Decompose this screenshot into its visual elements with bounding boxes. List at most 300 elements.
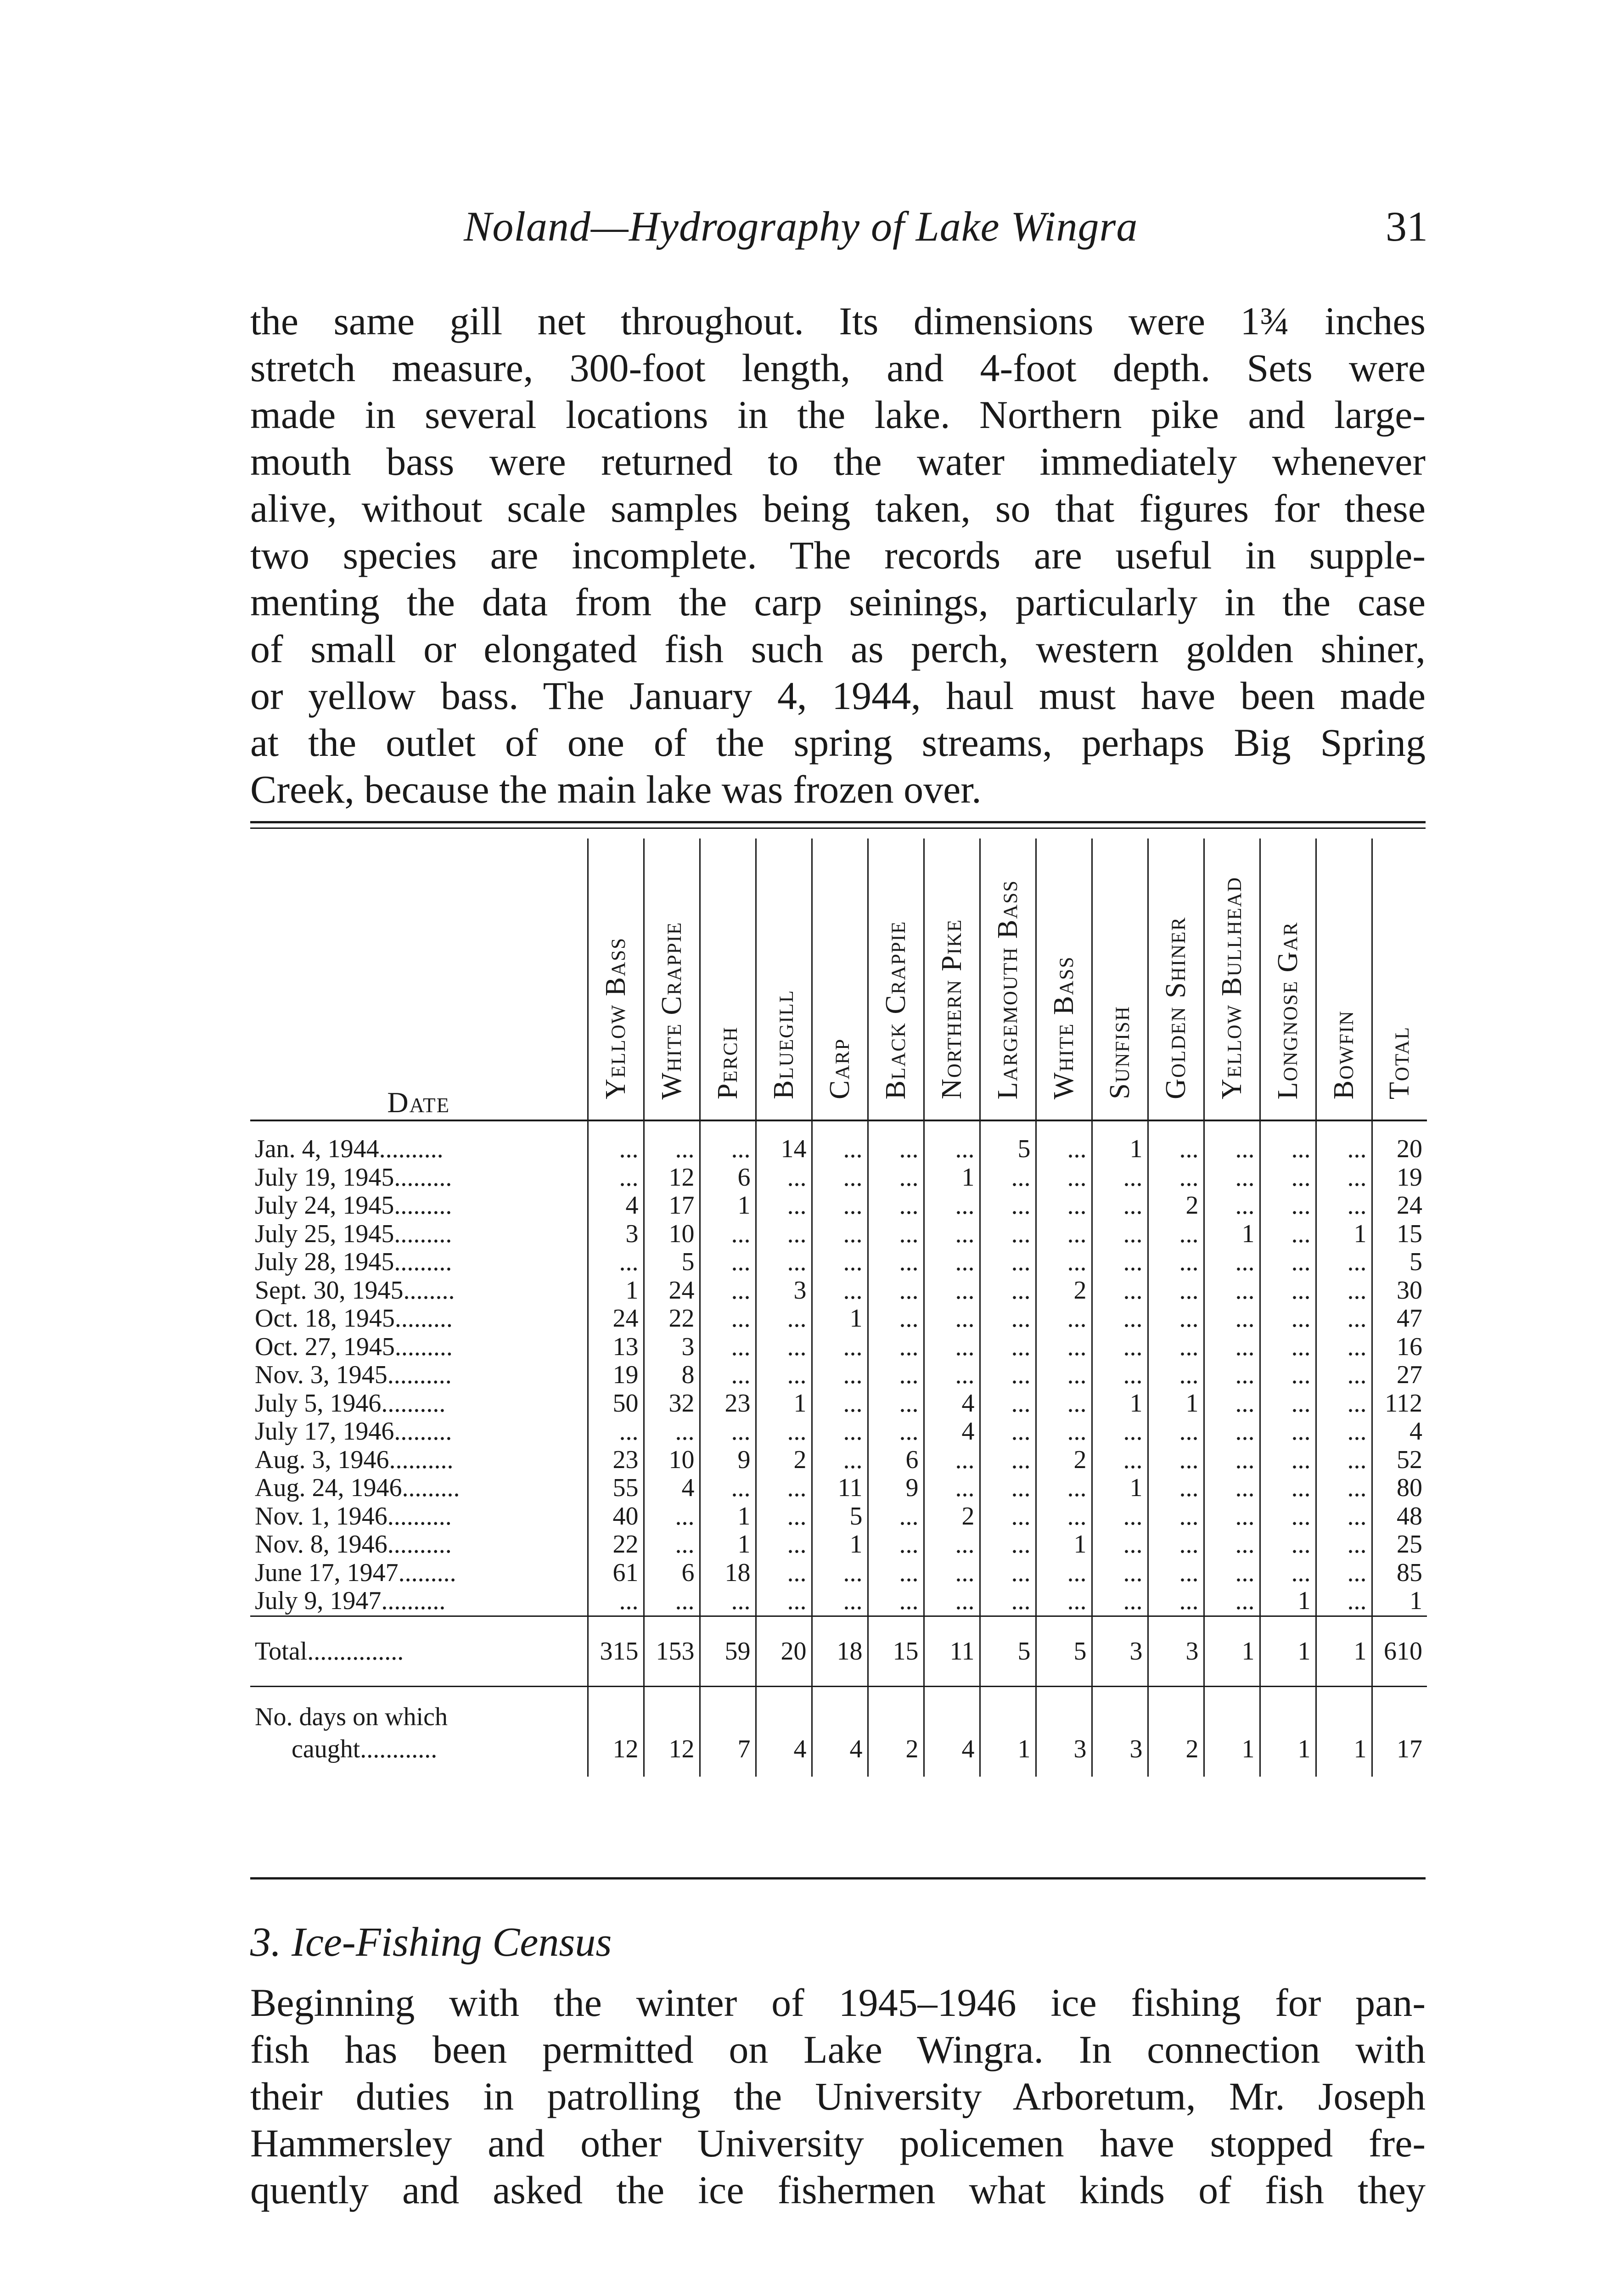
total-cell: 18 <box>812 1616 868 1686</box>
table-cell: ... <box>924 1446 980 1474</box>
table-cell: ... <box>980 1559 1036 1587</box>
table-cell: ... <box>924 1220 980 1249</box>
table-cell: ... <box>1036 1559 1092 1587</box>
table-cell: ... <box>588 1418 644 1446</box>
table-row <box>250 1587 1427 1616</box>
table-row <box>250 1120 1427 1164</box>
table-cell: ... <box>980 1333 1036 1362</box>
days-cell: 4 <box>812 1686 868 1777</box>
table-cell: ... <box>980 1361 1036 1390</box>
table-cell: 1 <box>700 1531 756 1559</box>
fish-catch-table <box>250 838 1427 1777</box>
total-cell: 610 <box>1372 1616 1427 1686</box>
table-cell: 18 <box>700 1559 756 1587</box>
table-cell: ... <box>1260 1277 1316 1305</box>
table-cell: ... <box>980 1220 1036 1249</box>
table-cell: ... <box>756 1164 812 1192</box>
table-cell: ... <box>1092 1531 1148 1559</box>
table-cell: 1 <box>924 1164 980 1192</box>
table-cell: ... <box>812 1587 868 1616</box>
table-row <box>250 1220 1427 1249</box>
table-cell: ... <box>588 1248 644 1277</box>
table-cell: ... <box>1036 1305 1092 1333</box>
paragraph-line: two species are incomplete. The records are useful in supple- <box>250 533 1426 577</box>
paragraph-line: quently and asked the ice fishermen what kinds of fish they <box>250 2168 1426 2212</box>
table-cell: ... <box>1204 1390 1260 1418</box>
table-cell: ... <box>980 1474 1036 1503</box>
table-cell: ... <box>1036 1164 1092 1192</box>
table-cell: ... <box>868 1277 924 1305</box>
column-header-label: Yellow Bullhead <box>1216 876 1247 1099</box>
table-cell: ... <box>1260 1531 1316 1559</box>
table-cell: ... <box>1148 1120 1204 1164</box>
table-cell: ... <box>812 1559 868 1587</box>
total-cell: 5 <box>1036 1616 1092 1686</box>
table-cell: 1 <box>812 1305 868 1333</box>
page-number: 31 <box>1386 203 1428 250</box>
days-caught-row <box>250 1686 1427 1777</box>
row-date: June 17, 1947......... <box>255 1558 456 1587</box>
row-date: July 17, 1946......... <box>255 1417 452 1446</box>
table-top-rule <box>250 821 1426 823</box>
table-cell: 1 <box>700 1192 756 1220</box>
table-cell: ... <box>1092 1192 1148 1220</box>
table-cell: ... <box>1316 1390 1372 1418</box>
table-cell: ... <box>924 1305 980 1333</box>
table-row <box>250 1164 1427 1192</box>
table-cell: ... <box>1036 1418 1092 1446</box>
row-date: July 5, 1946.......... <box>255 1389 446 1418</box>
table-cell: ... <box>812 1390 868 1418</box>
table-cell: ... <box>980 1503 1036 1531</box>
table-cell: ... <box>1036 1192 1092 1220</box>
table-cell: 4 <box>644 1474 700 1503</box>
table-cell: ... <box>868 1164 924 1192</box>
column-header-label: Largemouth Bass <box>992 879 1023 1099</box>
table-cell: ... <box>1148 1587 1204 1616</box>
days-cell: 12 <box>588 1686 644 1777</box>
table-cell: ... <box>1260 1120 1316 1164</box>
table-cell: ... <box>1316 1446 1372 1474</box>
table-row <box>250 1248 1427 1277</box>
table-cell: ... <box>812 1220 868 1249</box>
column-header-white-bass <box>1036 838 1092 1120</box>
table-cell: ... <box>644 1531 700 1559</box>
days-cell: 2 <box>1148 1686 1204 1777</box>
table-cell: 11 <box>812 1474 868 1503</box>
paragraph-line: stretch measure, 300-foot length, and 4-foot depth. Sets were <box>250 346 1426 390</box>
table-cell: 55 <box>588 1474 644 1503</box>
table-cell: ... <box>1316 1361 1372 1390</box>
column-header-bowfin <box>1316 838 1372 1120</box>
table-cell: ... <box>1036 1474 1092 1503</box>
table-cell: ... <box>1204 1248 1260 1277</box>
table-cell: ... <box>980 1446 1036 1474</box>
table-cell: 23 <box>700 1390 756 1418</box>
table-cell: ... <box>1148 1361 1204 1390</box>
table-cell: ... <box>868 1248 924 1277</box>
column-header-label: Bluegill <box>768 990 799 1099</box>
table-cell: 1 <box>1092 1120 1148 1164</box>
row-date: Nov. 1, 1946.......... <box>255 1502 452 1531</box>
total-cell: 1 <box>1260 1616 1316 1686</box>
table-cell: ... <box>1148 1333 1204 1362</box>
page-header <box>464 202 1428 262</box>
paragraph-line: of small or elongated fish such as perch, western golden shiner, <box>250 627 1426 671</box>
table-cell: 5 <box>812 1503 868 1531</box>
table-cell: ... <box>756 1361 812 1390</box>
table-cell: 13 <box>588 1333 644 1362</box>
table-cell: ... <box>924 1474 980 1503</box>
table-cell: ... <box>924 1248 980 1277</box>
table-cell: ... <box>644 1418 700 1446</box>
table-cell: 19 <box>1372 1164 1427 1192</box>
table-cell: ... <box>1260 1361 1316 1390</box>
table-cell: 17 <box>644 1192 700 1220</box>
table-cell: ... <box>868 1120 924 1164</box>
table-cell: ... <box>812 1164 868 1192</box>
days-cell: 4 <box>756 1686 812 1777</box>
table-cell: ... <box>1204 1559 1260 1587</box>
row-date: Aug. 24, 1946......... <box>255 1474 460 1502</box>
table-cell: ... <box>700 1248 756 1277</box>
row-date: Nov. 3, 1945.......... <box>255 1361 452 1389</box>
table-cell: ... <box>1204 1587 1260 1616</box>
table-cell: ... <box>812 1418 868 1446</box>
table-row <box>250 1333 1427 1362</box>
column-header-northern-pike <box>924 838 980 1120</box>
table-cell: ... <box>644 1503 700 1531</box>
days-cell: 1 <box>980 1686 1036 1777</box>
table-cell: 30 <box>1372 1277 1427 1305</box>
column-header-carp <box>812 838 868 1120</box>
table-cell: 1 <box>1372 1587 1427 1616</box>
table-cell: 20 <box>1372 1120 1427 1164</box>
column-header-bluegill <box>756 838 812 1120</box>
days-cell: 1 <box>1260 1686 1316 1777</box>
row-date: July 25, 1945......... <box>255 1219 452 1248</box>
days-cell: 1 <box>1204 1686 1260 1777</box>
column-header-label: Bowfin <box>1328 1010 1359 1099</box>
days-caught-label <box>250 1686 588 1777</box>
table-cell: ... <box>1092 1361 1148 1390</box>
table-cell: 2 <box>756 1446 812 1474</box>
table-top-rule-thin <box>250 827 1426 829</box>
table-cell: 4 <box>924 1418 980 1446</box>
table-cell: 16 <box>1372 1333 1427 1362</box>
table-cell: ... <box>1036 1587 1092 1616</box>
table-cell: ... <box>1148 1446 1204 1474</box>
table-row <box>250 1390 1427 1418</box>
paragraph-line: Beginning with the winter of 1945–1946 ice fishing for pan- <box>250 1981 1426 2025</box>
table-cell: ... <box>1092 1503 1148 1531</box>
row-date: Nov. 8, 1946.......... <box>255 1530 452 1559</box>
table-cell: ... <box>812 1248 868 1277</box>
table-cell: ... <box>980 1390 1036 1418</box>
table-cell: ... <box>1092 1418 1148 1446</box>
table-cell: 1 <box>1036 1531 1092 1559</box>
paragraph-line: fish has been permitted on Lake Wingra. In connection with <box>250 2027 1426 2071</box>
table-cell: ... <box>756 1220 812 1249</box>
total-cell: 153 <box>644 1616 700 1686</box>
table-cell: ... <box>588 1120 644 1164</box>
column-header-golden-shiner <box>1148 838 1204 1120</box>
table-cell: 3 <box>644 1333 700 1362</box>
table-cell: ... <box>1148 1220 1204 1249</box>
table-cell: ... <box>1260 1446 1316 1474</box>
table-cell: ... <box>1092 1248 1148 1277</box>
table-cell: ... <box>1204 1503 1260 1531</box>
table-cell: 23 <box>588 1446 644 1474</box>
column-header-label: Longnose Gar <box>1272 921 1303 1099</box>
paragraph-line: menting the data from the carp seinings, particularly in the case <box>250 580 1426 624</box>
total-cell: 3 <box>1148 1616 1204 1686</box>
table-cell: ... <box>1316 1192 1372 1220</box>
table-cell: ... <box>1204 1277 1260 1305</box>
table-cell: ... <box>812 1361 868 1390</box>
table-cell: ... <box>868 1390 924 1418</box>
column-header-white-crappie <box>644 838 700 1120</box>
table-cell: 1 <box>1316 1220 1372 1249</box>
table-cell: ... <box>1092 1559 1148 1587</box>
total-row <box>250 1616 1427 1686</box>
paragraph-line: Hammersley and other University policemen have stopped fre- <box>250 2121 1426 2165</box>
row-date: Oct. 27, 1945......... <box>255 1332 453 1361</box>
table-cell: ... <box>1316 1587 1372 1616</box>
table-cell: 10 <box>644 1446 700 1474</box>
table-cell: ... <box>1204 1120 1260 1164</box>
table-cell: 22 <box>644 1305 700 1333</box>
table-cell: ... <box>868 1559 924 1587</box>
table-row <box>250 1305 1427 1333</box>
total-cell: 5 <box>980 1616 1036 1686</box>
days-cell: 12 <box>644 1686 700 1777</box>
row-date: Jan. 4, 1944.......... <box>255 1135 444 1163</box>
table-cell: ... <box>1092 1277 1148 1305</box>
intro-paragraph <box>250 298 1426 813</box>
table-cell: 52 <box>1372 1446 1427 1474</box>
table-cell: ... <box>1092 1333 1148 1362</box>
section-heading: 3. Ice-Fishing Census <box>250 1919 612 1965</box>
table-cell: 9 <box>700 1446 756 1474</box>
days-cell: 2 <box>868 1686 924 1777</box>
table-cell: ... <box>756 1248 812 1277</box>
table-cell: 1 <box>756 1390 812 1418</box>
table-cell: 85 <box>1372 1559 1427 1587</box>
table-cell: 1 <box>1148 1390 1204 1418</box>
row-date: July 24, 1945......... <box>255 1191 452 1220</box>
table-cell: ... <box>756 1418 812 1446</box>
table-cell: ... <box>644 1587 700 1616</box>
total-cell: 20 <box>756 1616 812 1686</box>
table-cell: 4 <box>1372 1418 1427 1446</box>
table-cell: ... <box>1092 1220 1148 1249</box>
column-header-longnose-gar <box>1260 838 1316 1120</box>
ice-fishing-paragraph <box>250 1979 1426 2213</box>
table-cell: ... <box>1260 1390 1316 1418</box>
total-cell: 59 <box>700 1616 756 1686</box>
table-cell: ... <box>1204 1474 1260 1503</box>
total-cell: 3 <box>1092 1616 1148 1686</box>
table-cell: ... <box>1316 1503 1372 1531</box>
table-cell: 5 <box>1372 1248 1427 1277</box>
table-cell: ... <box>1148 1531 1204 1559</box>
table-cell: ... <box>868 1418 924 1446</box>
table-cell: ... <box>812 1192 868 1220</box>
table-row <box>250 1531 1427 1559</box>
column-header-label: Sunfish <box>1104 1006 1135 1099</box>
column-header-label: Yellow Bass <box>600 937 631 1099</box>
column-header-perch <box>700 838 756 1120</box>
table-cell: ... <box>644 1120 700 1164</box>
table-cell: 1 <box>700 1503 756 1531</box>
table-cell: ... <box>756 1474 812 1503</box>
table-cell: ... <box>756 1531 812 1559</box>
table-cell: ... <box>700 1361 756 1390</box>
table-cell: ... <box>1092 1164 1148 1192</box>
table-cell: ... <box>868 1361 924 1390</box>
table-cell: ... <box>700 1220 756 1249</box>
column-header-label: Carp <box>824 1038 855 1099</box>
table-cell: ... <box>924 1277 980 1305</box>
table-cell: ... <box>1148 1503 1204 1531</box>
days-label-line1: No. days on which <box>255 1702 448 1731</box>
table-cell: ... <box>700 1277 756 1305</box>
running-title: Noland—Hydrography of Lake Wingra <box>464 203 1138 250</box>
column-header-yellow-bullhead <box>1204 838 1260 1120</box>
table-cell: ... <box>980 1587 1036 1616</box>
table-cell: ... <box>1204 1446 1260 1474</box>
table-cell: ... <box>1036 1333 1092 1362</box>
table-cell: 112 <box>1372 1390 1427 1418</box>
table-cell: ... <box>1316 1418 1372 1446</box>
table-cell: ... <box>1036 1248 1092 1277</box>
table-cell: ... <box>1036 1220 1092 1249</box>
table-cell: 19 <box>588 1361 644 1390</box>
table-cell: ... <box>812 1446 868 1474</box>
table-row <box>250 1559 1427 1587</box>
table-cell: ... <box>1316 1559 1372 1587</box>
table-cell: 24 <box>644 1277 700 1305</box>
table-body <box>250 1120 1427 1777</box>
paragraph-line: the same gill net throughout. Its dimensions were 1¾ inches <box>250 299 1426 343</box>
table-cell: ... <box>1036 1361 1092 1390</box>
table-cell: ... <box>1316 1333 1372 1362</box>
column-header-label: Golden Shiner <box>1160 917 1191 1099</box>
table-cell: ... <box>700 1120 756 1164</box>
table-cell: ... <box>924 1361 980 1390</box>
table-cell: ... <box>1036 1503 1092 1531</box>
table-cell: 24 <box>588 1305 644 1333</box>
paragraph-line: at the outlet of one of the spring streams, perhaps Big Spring <box>250 720 1426 765</box>
table-cell: ... <box>924 1587 980 1616</box>
table-cell: ... <box>1260 1559 1316 1587</box>
table-cell: 5 <box>980 1120 1036 1164</box>
table-cell: ... <box>1036 1120 1092 1164</box>
row-date: Aug. 3, 1946.......... <box>255 1445 454 1474</box>
table-cell: 3 <box>756 1277 812 1305</box>
days-cell: 1 <box>1316 1686 1372 1777</box>
table-cell: ... <box>924 1120 980 1164</box>
table-cell: 47 <box>1372 1305 1427 1333</box>
table-cell: ... <box>1316 1305 1372 1333</box>
table-cell: ... <box>1148 1305 1204 1333</box>
table-cell: 2 <box>924 1503 980 1531</box>
table-cell: 1 <box>812 1531 868 1559</box>
table-cell: ... <box>868 1531 924 1559</box>
table-cell: ... <box>1204 1333 1260 1362</box>
table-row <box>250 1361 1427 1390</box>
table-cell: ... <box>1148 1164 1204 1192</box>
row-date: July 19, 1945......... <box>255 1163 452 1192</box>
table-cell: ... <box>924 1333 980 1362</box>
table-cell: 6 <box>700 1164 756 1192</box>
table-cell: ... <box>588 1587 644 1616</box>
table-cell: 1 <box>1092 1474 1148 1503</box>
total-cell: 315 <box>588 1616 644 1686</box>
paragraph-line: mouth bass were returned to the water immediately whenever <box>250 439 1426 484</box>
table-cell: ... <box>1204 1305 1260 1333</box>
table-cell: 9 <box>868 1474 924 1503</box>
table-cell: ... <box>980 1192 1036 1220</box>
paragraph-line: made in several locations in the lake. Northern pike and large- <box>250 393 1426 437</box>
table-cell: ... <box>868 1503 924 1531</box>
table-cell: ... <box>1036 1390 1092 1418</box>
table-cell: ... <box>980 1277 1036 1305</box>
row-date: July 9, 1947.......... <box>255 1587 446 1615</box>
paragraph-line: Creek, because the main lake was frozen over. <box>250 767 982 811</box>
table-cell: ... <box>1148 1248 1204 1277</box>
table-cell: 1 <box>588 1277 644 1305</box>
table-cell: ... <box>868 1305 924 1333</box>
days-cell: 3 <box>1036 1686 1092 1777</box>
table-cell: 22 <box>588 1531 644 1559</box>
table-cell: 14 <box>756 1120 812 1164</box>
days-cell: 3 <box>1092 1686 1148 1777</box>
paragraph-line: or yellow bass. The January 4, 1944, haul must have been made <box>250 674 1426 718</box>
days-cell: 7 <box>700 1686 756 1777</box>
table-cell: ... <box>1260 1220 1316 1249</box>
table-cell: ... <box>812 1333 868 1362</box>
table-cell: ... <box>1316 1531 1372 1559</box>
table-cell: ... <box>1204 1164 1260 1192</box>
table-header-row <box>250 838 1427 1120</box>
table-cell: 25 <box>1372 1531 1427 1559</box>
table-cell: ... <box>812 1120 868 1164</box>
table-cell: ... <box>1204 1531 1260 1559</box>
table-cell: ... <box>1148 1474 1204 1503</box>
table-cell: 2 <box>1036 1277 1092 1305</box>
column-header-label: Total <box>1384 1026 1415 1099</box>
table-cell: 4 <box>588 1192 644 1220</box>
table-cell: ... <box>868 1192 924 1220</box>
table-cell: 27 <box>1372 1361 1427 1390</box>
column-header-label: Perch <box>712 1026 743 1099</box>
column-header-date: Date <box>250 838 588 1120</box>
table-cell: 1 <box>1204 1220 1260 1249</box>
table-cell: ... <box>868 1333 924 1362</box>
table-cell: ... <box>812 1277 868 1305</box>
table-cell: ... <box>588 1164 644 1192</box>
table-cell: ... <box>1092 1446 1148 1474</box>
table-cell: ... <box>924 1531 980 1559</box>
days-label-line2-wrap <box>255 1733 587 1765</box>
table-cell: ... <box>700 1587 756 1616</box>
table-cell: 32 <box>644 1390 700 1418</box>
column-header-yellow-bass <box>588 838 644 1120</box>
table-cell: ... <box>924 1192 980 1220</box>
column-header-total <box>1372 838 1427 1120</box>
